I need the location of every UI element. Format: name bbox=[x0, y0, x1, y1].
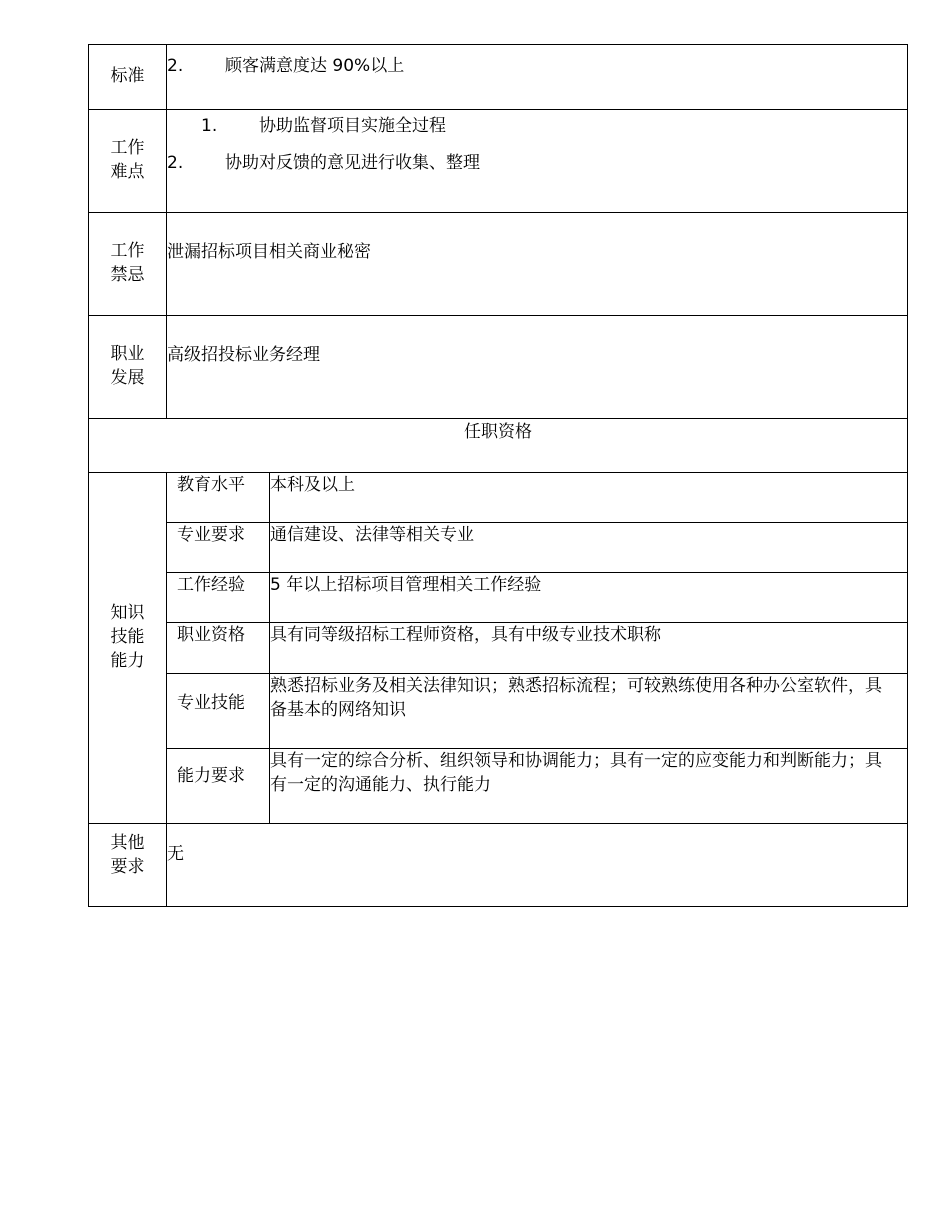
taboo-row bbox=[89, 213, 908, 316]
other-label: 其他 要求 bbox=[89, 824, 167, 907]
career-content: 高级招投标业务经理 bbox=[167, 316, 908, 419]
standard-label: 标准 bbox=[89, 45, 167, 110]
list-item: 1. 协助监督项目实施全过程 bbox=[201, 116, 446, 136]
qualifications-title: 任职资格 bbox=[89, 419, 908, 473]
qualification-row bbox=[89, 523, 908, 573]
qualification-label: 专业技能 bbox=[167, 674, 270, 749]
standard-content bbox=[167, 45, 908, 110]
difficulty-label: 工作 难点 bbox=[89, 110, 167, 213]
qualification-value: 具有一定的综合分析、组织领导和协调能力；具有一定的应变能力和判断能力；具有一定的沟通能力、执行能力 bbox=[270, 749, 908, 824]
qualification-value: 本科及以上 bbox=[270, 473, 908, 523]
qualification-label: 专业要求 bbox=[167, 523, 270, 573]
qualification-value: 通信建设、法律等相关专业 bbox=[270, 523, 908, 573]
qualification-row bbox=[89, 674, 908, 749]
difficulty-content bbox=[167, 110, 908, 213]
qualification-value: 具有同等级招标工程师资格，具有中级专业技术职称 bbox=[270, 623, 908, 674]
qualification-row bbox=[89, 573, 908, 623]
other-content: 无 bbox=[167, 824, 908, 907]
qualification-label: 教育水平 bbox=[167, 473, 270, 523]
knowledge-skills-label: 知识 技能 能力 bbox=[89, 473, 167, 824]
qualifications-header-row bbox=[89, 419, 908, 473]
qualification-value: 熟悉招标业务及相关法律知识；熟悉招标流程；可较熟练使用各种办公室软件，具备基本的网络知识 bbox=[270, 674, 908, 749]
taboo-content: 泄漏招标项目相关商业秘密 bbox=[167, 213, 908, 316]
qualification-label: 能力要求 bbox=[167, 749, 270, 824]
taboo-label: 工作 禁忌 bbox=[89, 213, 167, 316]
list-item: 2. 顾客满意度达 90%以上 bbox=[167, 56, 405, 76]
career-label: 职业 发展 bbox=[89, 316, 167, 419]
standard-row bbox=[89, 45, 908, 110]
qualification-row bbox=[89, 749, 908, 824]
qualification-row bbox=[89, 473, 908, 523]
job-description-table bbox=[88, 44, 908, 907]
career-row bbox=[89, 316, 908, 419]
other-row bbox=[89, 824, 908, 907]
qualification-value: 5 年以上招标项目管理相关工作经验 bbox=[270, 573, 908, 623]
difficulty-row bbox=[89, 110, 908, 213]
qualification-row bbox=[89, 623, 908, 674]
list-item: 2. 协助对反馈的意见进行收集、整理 bbox=[167, 153, 480, 173]
qualification-label: 职业资格 bbox=[167, 623, 270, 674]
qualification-label: 工作经验 bbox=[167, 573, 270, 623]
